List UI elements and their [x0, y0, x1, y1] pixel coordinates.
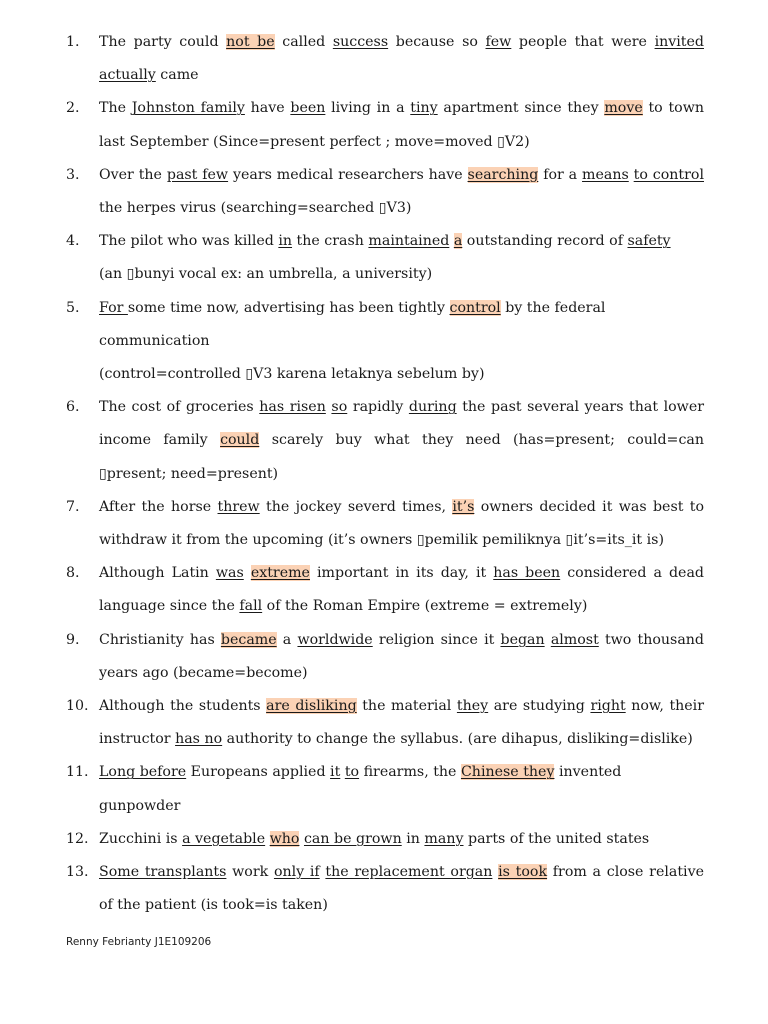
list-item [66, 92, 704, 158]
underlined-phrase: right [590, 698, 626, 715]
sentence-text: a [276, 631, 298, 648]
sentence-text: for a [538, 166, 583, 183]
sentence-text: (an ▯bunyi vocal ex: an umbrella, a university) [99, 266, 433, 283]
underlined-phrase: past few [166, 166, 229, 183]
sentence-text: Europeans applied [186, 764, 331, 781]
underlined-phrase: maintained [368, 233, 450, 250]
underlined-phrase: Long before [99, 764, 187, 781]
underlined-phrase: invited actually [99, 34, 704, 84]
sentence-text: The cost of groceries [99, 399, 260, 416]
highlighted-error: who [269, 830, 300, 847]
item-number: 3. [66, 166, 80, 183]
sentence-text: important in its day, it [309, 565, 494, 582]
list-item [66, 756, 704, 822]
item-number: 2. [66, 100, 80, 117]
highlighted-error: a [453, 233, 463, 250]
highlighted-error: control [449, 299, 501, 316]
underlined-phrase: so [331, 399, 348, 416]
item-number: 12. [66, 830, 89, 847]
underlined-phrase: has no [175, 731, 223, 748]
underlined-phrase: was [215, 565, 244, 582]
list-item [66, 391, 704, 491]
underlined-phrase: Johnston family [131, 100, 245, 117]
underlined-phrase: worldwide [297, 631, 373, 648]
list-item [66, 823, 704, 856]
highlighted-error: searching [467, 166, 539, 183]
item-number: 8. [66, 565, 80, 582]
sentence-text: the material [356, 698, 457, 715]
list-item [66, 624, 704, 690]
underlined-phrase: can be grown [303, 830, 402, 847]
sentence-text: The party could [99, 34, 227, 50]
sentence-text: years medical researchers have [228, 166, 468, 183]
underlined-phrase: tiny [410, 100, 438, 117]
underlined-phrase: been [290, 100, 326, 117]
item-sentence [99, 557, 704, 623]
item-number: 9. [66, 631, 80, 648]
underlined-phrase: fall [239, 598, 263, 615]
sentence-text: scarely buy what they need (has=present; could=can ▯present; need=present) [99, 432, 704, 482]
highlighted-error: extreme [250, 565, 310, 582]
item-number: 10. [66, 698, 89, 715]
item-number: 7. [66, 498, 80, 515]
sentence-text: the past several years that lower income family [99, 399, 705, 449]
sentence-text: two thousand years ago (became=become) [99, 631, 705, 681]
sentence-text: parts of the united states [463, 830, 650, 847]
sentence-text: religion since it [372, 631, 501, 648]
sentence-text [244, 565, 251, 581]
sentence-text: firearms, the [359, 764, 461, 781]
sentence-text: some time now, advertising has been tightly [127, 299, 450, 316]
sentence-text: Zucchini is [99, 830, 183, 847]
sentence-text: owners decided it was best to withdraw it from the upcoming (it’s owners ▯pemilik pemiliknya ▯it’s=its_it is) [99, 498, 705, 549]
sentence-text: now, their instructor [99, 698, 704, 748]
list-item [66, 856, 704, 922]
sentence-text: The pilot who was killed [99, 233, 279, 250]
item-sentence [99, 26, 704, 92]
sentence-text: Christianity has [99, 631, 221, 648]
item-sentence [99, 225, 704, 291]
highlighted-error: is took [498, 864, 548, 881]
item-sentence [99, 690, 704, 756]
item-number: 11. [66, 764, 89, 781]
sentence-text: After the horse [99, 498, 218, 515]
sentence-text: The [99, 100, 132, 117]
list-item [66, 225, 704, 291]
underlined-phrase: For [99, 299, 128, 316]
underlined-phrase: to control [633, 166, 704, 183]
sentence-text: authority to change the syllabus. (are dihapus, disliking=dislike) [222, 731, 693, 748]
highlighted-error: move [604, 100, 643, 117]
underlined-phrase: has been [493, 565, 561, 582]
list-item [66, 557, 704, 623]
item-number: 6. [66, 399, 80, 416]
author-footer: Renny Febrianty J1E109206 [66, 936, 212, 948]
underlined-phrase: Some transplants [99, 864, 227, 881]
highlighted-error: Chinese they [460, 764, 555, 781]
sentence-text: invented gunpowder [99, 764, 622, 814]
item-sentence [99, 756, 704, 822]
underlined-phrase: only if [273, 864, 320, 881]
item-number: 5. [66, 299, 80, 316]
sentence-text: by the federal communication [99, 299, 606, 349]
sentence-text: the crash [292, 233, 369, 250]
underlined-phrase: in [278, 233, 293, 250]
underlined-phrase: began [500, 631, 545, 648]
underlined-phrase: threw [217, 498, 260, 515]
sentence-text: came [155, 67, 199, 84]
sentence-text: called [274, 34, 333, 50]
error-correction-list [66, 26, 704, 922]
item-number: 1. [66, 34, 80, 50]
underlined-phrase: has risen [259, 399, 326, 416]
sentence-text: in [401, 830, 425, 847]
item-number: 4. [66, 233, 80, 250]
underlined-phrase: during [408, 399, 457, 416]
item-number: 13. [66, 864, 89, 881]
underlined-phrase: a vegetable [182, 830, 266, 847]
sentence-text: considered a dead language since the [99, 565, 704, 615]
highlighted-error: became [220, 631, 277, 648]
highlighted-error: it’s [452, 498, 475, 515]
sentence-text: have [244, 100, 291, 117]
sentence-text: of the Roman Empire (extreme = extremely) [262, 598, 588, 615]
underlined-phrase: success [332, 34, 389, 50]
item-sentence [99, 856, 704, 922]
sentence-text: outstanding record of [462, 233, 628, 250]
sentence-text: Over the [99, 166, 167, 183]
underlined-phrase: few [485, 34, 512, 50]
highlighted-error: not be [226, 34, 275, 50]
item-sentence [99, 491, 704, 557]
item-sentence [99, 823, 704, 856]
highlighted-error: are disliking [266, 698, 357, 715]
sentence-text [265, 831, 270, 847]
list-item [66, 690, 704, 756]
item-sentence [99, 92, 704, 158]
sentence-text: from a close relative of the patient (is took=is taken) [99, 864, 704, 914]
list-item [66, 491, 704, 557]
sentence-text: work [226, 864, 274, 881]
item-sentence [99, 292, 704, 392]
sentence-text: Although the students [99, 698, 267, 715]
sentence-text: apartment since they [437, 100, 605, 117]
underlined-phrase: means [582, 166, 629, 183]
list-item [66, 26, 704, 92]
underlined-phrase: it [330, 764, 341, 781]
sentence-text: are studying [488, 698, 591, 715]
underlined-phrase: they [456, 698, 489, 715]
underlined-phrase: the replacement organ [325, 864, 493, 881]
list-item [66, 159, 704, 225]
sentence-text: living in a [325, 100, 411, 117]
sentence-text: (control=controlled ▯V3 karena letaknya sebelum by) [99, 366, 485, 383]
underlined-phrase: many [424, 830, 464, 847]
sentence-text: the jockey severd times, [259, 498, 453, 515]
item-sentence [99, 391, 704, 491]
highlighted-error: could [220, 432, 260, 449]
sentence-text: the herpes virus (searching=searched ▯V3) [99, 200, 412, 217]
sentence-text: Although Latin [99, 565, 216, 582]
sentence-text: people that were [511, 34, 655, 50]
underlined-phrase: almost [550, 631, 599, 648]
item-sentence [99, 159, 704, 225]
underlined-phrase: safety [627, 233, 671, 250]
list-item [66, 292, 704, 392]
sentence-text: because so [388, 34, 486, 50]
sentence-text: to town last September (Since=present perfect ; move=moved ▯V2) [99, 100, 704, 150]
item-sentence [99, 624, 704, 690]
underlined-phrase: to [344, 764, 360, 781]
sentence-text: rapidly [347, 399, 409, 416]
